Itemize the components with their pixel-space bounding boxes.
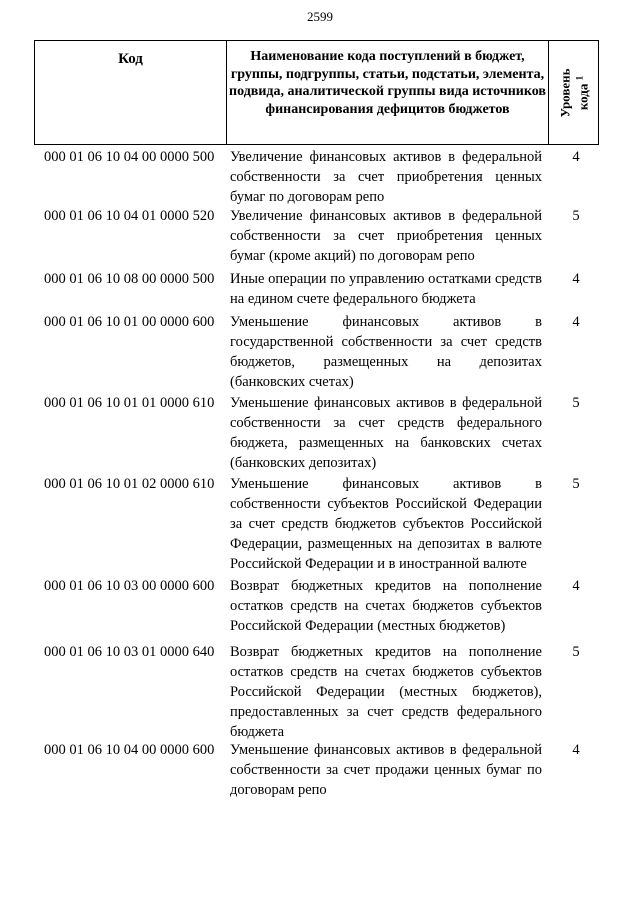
row-code: 000 01 06 10 01 00 0000 600 xyxy=(44,314,215,330)
row-code: 000 01 06 10 03 00 0000 600 xyxy=(44,578,215,594)
header-level-label xyxy=(557,68,590,117)
row-name: Уменьшение финансовых активов в собственности субъектов Российской Федерации за счет средств бюджетов субъектов Российской Федерации, размещенных на депозитах в валюте Российской Федерации и в иностранной валюте xyxy=(230,476,542,572)
table-header xyxy=(34,40,599,145)
row-name: Увеличение финансовых активов в федеральной собственности за счет приобретения ценных бумаг по договорам репо xyxy=(230,149,542,205)
table-row xyxy=(34,206,604,269)
row-level: 5 xyxy=(572,208,580,224)
row-level: 4 xyxy=(572,149,580,165)
row-code: 000 01 06 10 08 00 0000 500 xyxy=(44,271,215,287)
header-level-line2: кода xyxy=(575,83,591,111)
table-body xyxy=(34,147,604,804)
row-level: 4 xyxy=(572,314,580,330)
header-code: Код xyxy=(35,41,227,144)
table-row xyxy=(34,147,604,206)
header-name: Наименование кода поступлений в бюджет, группы, подгруппы, статьи, подстатьи, элемента, подвида, аналитической группы вида источников финансирования дефицитов бюджетов xyxy=(227,41,549,144)
row-name: Уменьшение финансовых активов в государственной собственности за счет средств бюджетов, размещенных на депозитах (банковских счетах) xyxy=(230,314,542,390)
row-level: 4 xyxy=(572,271,580,287)
table-row xyxy=(34,269,604,312)
row-code: 000 01 06 10 01 01 0000 610 xyxy=(44,395,215,411)
table-row xyxy=(34,393,604,474)
row-name: Уменьшение финансовых активов в федеральной собственности за счет средств федерального бюджета, размещенных на банковских счетах (банковских депозитах) xyxy=(230,395,542,471)
row-code: 000 01 06 10 04 00 0000 600 xyxy=(44,742,215,758)
row-level: 5 xyxy=(572,476,580,492)
header-level-footnote: 1 xyxy=(573,75,584,81)
table-row xyxy=(34,474,604,576)
row-name: Увеличение финансовых активов в федеральной собственности за счет приобретения ценных бумаг (кроме акций) по договорам репо xyxy=(230,208,542,264)
row-name: Возврат бюджетных кредитов на пополнение остатков средств на счетах бюджетов субъектов Российской Федерации (местных бюджетов) xyxy=(230,578,542,634)
header-level-line1: Уровень xyxy=(556,68,572,118)
table-row xyxy=(34,740,604,804)
table-row xyxy=(34,312,604,393)
row-level: 5 xyxy=(572,644,580,660)
row-name: Уменьшение финансовых активов в федеральной собственности за счет продажи ценных бумаг по договорам репо xyxy=(230,742,542,798)
row-level: 5 xyxy=(572,395,580,411)
row-level: 4 xyxy=(572,742,580,758)
row-code: 000 01 06 10 04 00 0000 500 xyxy=(44,149,215,165)
row-code: 000 01 06 10 01 02 0000 610 xyxy=(44,476,215,492)
row-name: Иные операции по управлению остатками средств на едином счете федерального бюджета xyxy=(230,271,542,307)
table-row xyxy=(34,642,604,740)
header-level xyxy=(549,41,598,144)
row-code: 000 01 06 10 04 01 0000 520 xyxy=(44,208,215,224)
row-name: Возврат бюджетных кредитов на пополнение остатков средств на счетах бюджетов субъектов Российской Федерации (местных бюджетов), предоставленных за счет средств федерального бюджета xyxy=(230,644,542,740)
table-row xyxy=(34,576,604,642)
row-level: 4 xyxy=(572,578,580,594)
page-number: 2599 xyxy=(307,9,333,24)
row-code: 000 01 06 10 03 01 0000 640 xyxy=(44,644,215,660)
